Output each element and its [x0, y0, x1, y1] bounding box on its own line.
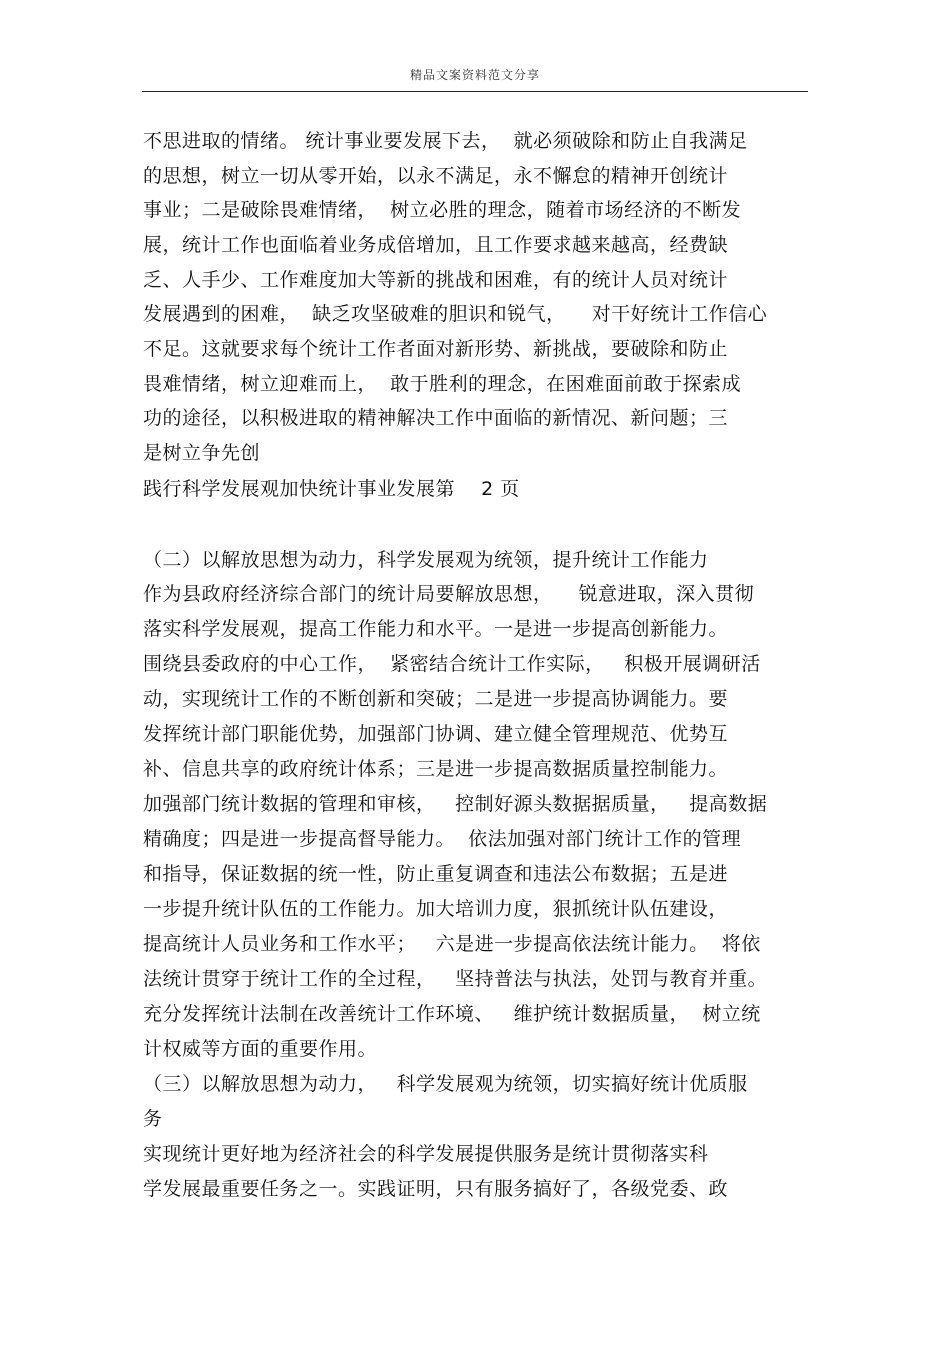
body-line: 计权威等方面的重要作用。 [143, 1038, 378, 1060]
body-line: 乏、人手少、工作难度加大等新的挑战和困难，有的统计人员对统计 [143, 269, 729, 291]
body-line: 加强部门统计数据的管理和审核， 控制好源头数据据质量， 提高数据 [143, 793, 768, 815]
body-line: 功的途径，以积极进取的精神解决工作中面临的新情况、新问题；三 [143, 407, 729, 429]
body-line: 法统计贯穿于统计工作的全过程， 坚持普法与执法，处罚与教育并重。 [143, 968, 768, 990]
body-line: 精确度；四是进一步提高督导能力。 依法加强对部门统计工作的管理 [143, 828, 742, 850]
body-line: 不足。这就要求每个统计工作者面对新形势、新挑战，要破除和防止 [143, 338, 729, 360]
body-line: 发挥统计部门职能优势，加强部门协调、建立健全管理规范、优势互 [143, 723, 729, 745]
body-line: 动，实现统计工作的不断创新和突破；二是进一步提高协调能力。要 [143, 688, 729, 710]
body-line: 补、信息共享的政府统计体系；三是进一步提高数据质量控制能力。 [143, 758, 729, 780]
body-line: 一步提升统计队伍的工作能力。加大培训力度，狠抓统计队伍建设， [143, 898, 729, 920]
body-line: 围绕县委政府的中心工作， 紧密结合统计工作实际， 积极开展调研活 [143, 653, 761, 675]
body-line: 展，统计工作也面临着业务成倍增加，且工作要求越来越高，经费缺 [143, 234, 729, 256]
body-line: 充分发挥统计法制在改善统计工作环境、 维护统计数据质量， 树立统 [143, 1003, 761, 1025]
body-line: 发展遇到的困难， 缺乏攻坚破难的胆识和锐气， 对干好统计工作信心 [143, 303, 768, 325]
body-line: 学发展最重要任务之一。实践证明，只有服务搞好了，各级党委、政 [143, 1178, 729, 1200]
header-rule [142, 91, 808, 92]
body-line: 实现统计更好地为经济社会的科学发展提供服务是统计贯彻落实科 [143, 1143, 709, 1165]
section-heading: （三）以解放思想为动力， 科学发展观为统领，切实搞好统计优质服 [143, 1073, 748, 1095]
body-line: 畏难情绪，树立迎难而上， 敢于胜利的理念，在困难面前敢于探索成 [143, 373, 742, 395]
page-header: 精品文案资料范文分享 [409, 68, 540, 82]
body-line: 事业；二是破除畏难情绪， 树立必胜的理念，随着市场经济的不断发 [143, 199, 742, 221]
body-line: 是树立争先创 [143, 442, 261, 464]
body-line: 落实科学发展观，提高工作能力和水平。一是进一步提高创新能力。 [143, 618, 729, 640]
body-line: 和指导，保证数据的统一性，防止重复调查和违法公布数据；五是进 [143, 863, 729, 885]
body-line: 的思想，树立一切从零开始，以永不满足，永不懈怠的精神开创统计 [143, 165, 729, 187]
section-heading-cont: 务 [143, 1108, 163, 1130]
body-line: 提高统计人员业务和工作水平； 六是进一步提高依法统计能力。 将依 [143, 933, 761, 955]
page-footer-line: 践行科学发展观加快统计事业发展第 2 页 [143, 478, 520, 500]
body-line: 作为县政府经济综合部门的统计局要解放思想， 锐意进取，深入贯彻 [143, 583, 755, 605]
body-line: 不思进取的情绪。 统计事业要发展下去， 就必须破除和防止自我满足 [143, 130, 748, 152]
section-heading: （二）以解放思想为动力，科学发展观为统领，提升统计工作能力 [143, 549, 709, 571]
